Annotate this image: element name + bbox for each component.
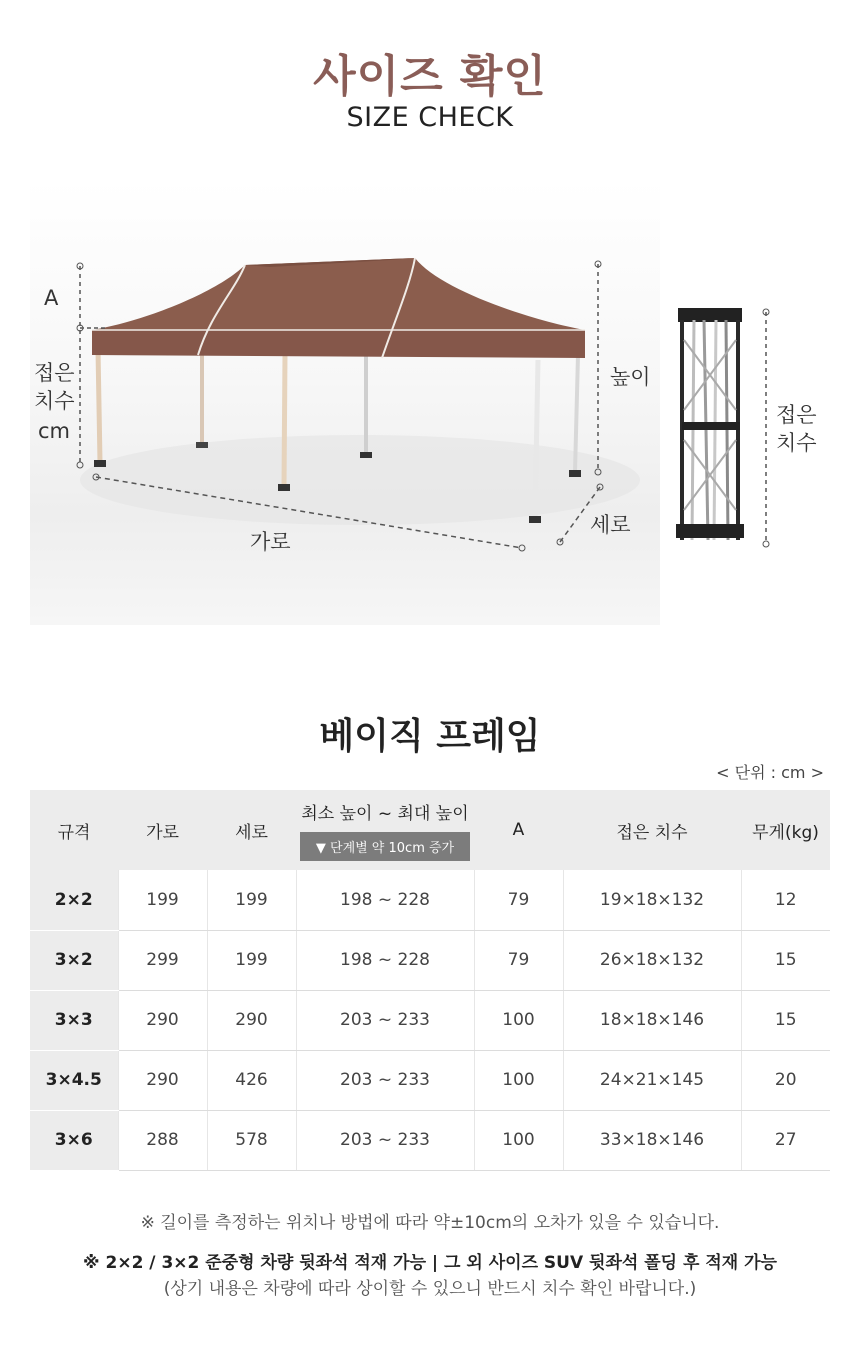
note-disclaimer: (상기 내용은 차량에 따라 상이할 수 있으니 반드시 치수 확인 바랍니다.): [163, 1279, 697, 1299]
tent-illustration: [30, 180, 660, 625]
cell-a: 100: [474, 990, 563, 1050]
cell-weight: 15: [741, 990, 830, 1050]
col-width: 가로: [118, 790, 207, 870]
cell-width: 288: [118, 1110, 207, 1170]
label-folded-left-1: 접은: [34, 361, 75, 385]
cell-depth: 199: [207, 930, 296, 990]
col-height: [296, 790, 474, 870]
cell-depth: 290: [207, 990, 296, 1050]
height-step-note: ▼ 단계별 약 10cm 증가: [300, 832, 470, 861]
cell-a: 79: [474, 870, 563, 930]
cell-width: 299: [118, 930, 207, 990]
cell-spec: 3×2: [30, 930, 118, 990]
label-depth: 세로: [590, 513, 631, 537]
cell-a: 100: [474, 1050, 563, 1110]
label-height: 높이: [610, 365, 651, 389]
label-folded-right-2: 치수: [776, 431, 817, 455]
table-row: [30, 930, 830, 990]
cell-folded: 33×18×146: [563, 1110, 741, 1170]
cell-spec: 2×2: [30, 870, 118, 930]
cell-folded: 24×21×145: [563, 1050, 741, 1110]
col-height-label: 최소 높이 ~ 최대 높이: [301, 804, 469, 824]
page-subtitle: SIZE CHECK: [346, 102, 514, 133]
table-row: [30, 1110, 830, 1170]
cell-height: 203 ~ 233: [296, 1050, 474, 1110]
col-weight: 무게(kg): [741, 790, 830, 870]
cell-a: 100: [474, 1110, 563, 1170]
cell-height: 198 ~ 228: [296, 930, 474, 990]
note-tolerance: ※ 길이를 측정하는 위치나 방법에 따라 약±10cm의 오차가 있을 수 있습니다.: [140, 1213, 720, 1233]
note-vehicle: ※ 2×2 / 3×2 준중형 차량 뒷좌석 적재 가능 | 그 외 사이즈 SUV 뒷좌석 폴딩 후 적재 가능: [83, 1253, 777, 1273]
table-row: [30, 1050, 830, 1110]
cell-spec: 3×4.5: [30, 1050, 118, 1110]
cell-a: 79: [474, 930, 563, 990]
cell-height: 203 ~ 233: [296, 1110, 474, 1170]
col-folded: 접은 치수: [563, 790, 741, 870]
section-title: 베이직 프레임: [319, 716, 541, 757]
label-folded-left-3: cm: [38, 419, 71, 443]
table-row: [30, 870, 830, 930]
cell-weight: 12: [741, 870, 830, 930]
col-depth: 세로: [207, 790, 296, 870]
unit-label: < 단위 : cm >: [716, 763, 824, 782]
cell-spec: 3×6: [30, 1110, 118, 1170]
label-width: 가로: [250, 530, 291, 554]
cell-weight: 15: [741, 930, 830, 990]
tent-drawing: [30, 180, 660, 625]
page-title: 사이즈 확인: [313, 51, 547, 102]
cell-width: 290: [118, 1050, 207, 1110]
cell-depth: 199: [207, 870, 296, 930]
spec-table: [30, 790, 830, 1171]
col-a: A: [474, 790, 563, 870]
cell-width: 290: [118, 990, 207, 1050]
cell-height: 203 ~ 233: [296, 990, 474, 1050]
label-folded-right-1: 접은: [776, 403, 817, 427]
label-folded-left-2: 치수: [34, 389, 75, 413]
col-spec: 규격: [30, 790, 118, 870]
cell-depth: 578: [207, 1110, 296, 1170]
table-header-row: [30, 790, 830, 870]
cell-weight: 20: [741, 1050, 830, 1110]
cell-spec: 3×3: [30, 990, 118, 1050]
cell-depth: 426: [207, 1050, 296, 1110]
cell-width: 199: [118, 870, 207, 930]
cell-folded: 19×18×132: [563, 870, 741, 930]
cell-weight: 27: [741, 1110, 830, 1170]
cell-folded: 18×18×146: [563, 990, 741, 1050]
table-row: [30, 990, 830, 1050]
cell-folded: 26×18×132: [563, 930, 741, 990]
label-a: A: [44, 286, 59, 310]
cell-height: 198 ~ 228: [296, 870, 474, 930]
folded-frame-illustration: [670, 300, 750, 552]
